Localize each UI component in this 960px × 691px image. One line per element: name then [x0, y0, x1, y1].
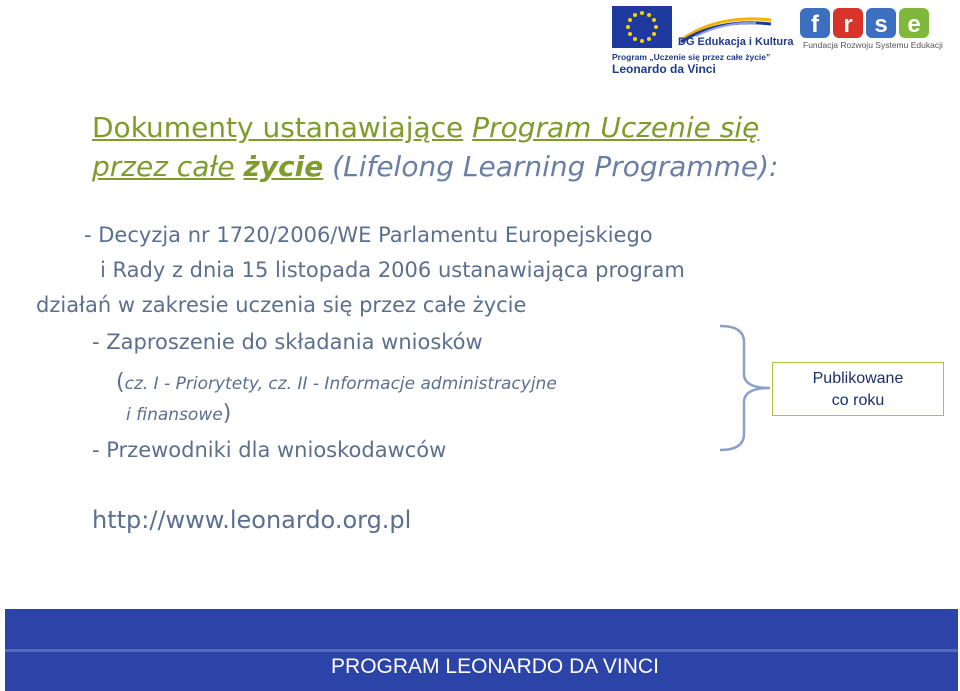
decision-line-3: działań w zakresie uczenia się przez całe życie — [36, 293, 527, 317]
title-part1: Dokumenty ustanawiające — [92, 111, 464, 144]
call-details-line: (cz. I - Priorytety, cz. II - Informacje administracyjne — [116, 370, 557, 395]
frse-label: Fundacja Rozwoju Systemu Edukacji — [803, 40, 943, 50]
svg-text:e: e — [907, 11, 921, 38]
decision-line: - Decyzja nr 1720/2006/WE Parlamentu Europejskiego — [84, 223, 653, 247]
title-part2: Program Uczenie się — [472, 111, 760, 144]
call-for-proposals-line: - Zaproszenie do składania wniosków — [92, 330, 483, 354]
svg-text:r: r — [843, 11, 853, 38]
website-link[interactable]: http://www.leonardo.org.pl — [92, 506, 412, 534]
program-label: Program „Uczenie się przez całe życie” — [612, 52, 771, 62]
svg-text:f: f — [811, 11, 819, 38]
page-title — [92, 108, 852, 186]
eu-flag-logo — [612, 6, 672, 48]
footer-title: PROGRAM LEONARDO DA VINCI — [331, 655, 659, 678]
decision-line-2: i Rady z dnia 15 listopada 2006 ustanawiająca program — [100, 258, 685, 282]
leonardo-label: Leonardo da Vinci — [612, 62, 716, 76]
title-part4: życie — [243, 150, 324, 183]
frse-logo — [800, 6, 930, 40]
title-part5: (Lifelong Learning Programme): — [332, 150, 779, 183]
box-line1: Publikowane — [812, 370, 904, 387]
curly-brace-icon — [716, 322, 776, 454]
svg-text:s: s — [874, 11, 888, 38]
title-part3: przez całe — [92, 150, 235, 183]
published-yearly-box — [772, 362, 944, 416]
box-line2: co roku — [831, 392, 885, 409]
guides-line: - Przewodniki dla wnioskodawców — [92, 438, 447, 462]
call-details-line-2: i finansowe) — [126, 401, 232, 426]
dg-edukacja-label: DG Edukacja i Kultura — [678, 36, 794, 48]
footer-divider — [5, 649, 958, 652]
